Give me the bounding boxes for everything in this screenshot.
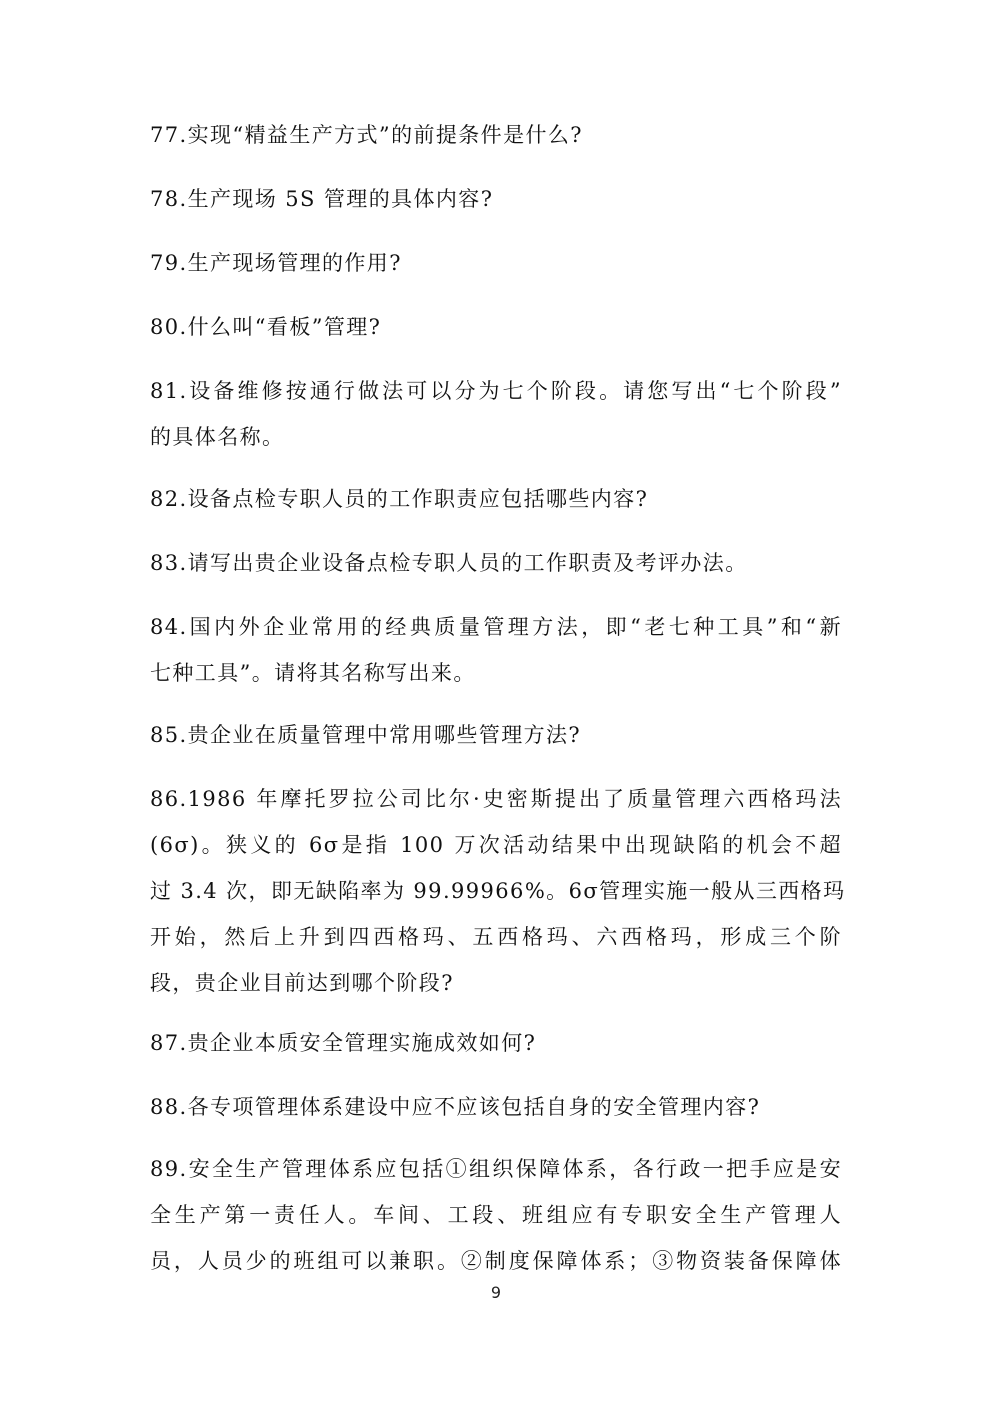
question-85	[150, 712, 842, 758]
question-line: 82.设备点检专职人员的工作职责应包括哪些内容?	[150, 487, 649, 511]
question-line: 过 3.4 次，即无缺陷率为 99.99966%。6σ管理实施一般从三西格玛	[150, 879, 846, 903]
question-82	[150, 476, 842, 522]
question-77	[150, 112, 842, 158]
question-line: 84.国内外企业常用的经典质量管理方法，即“老七种工具”和“新	[150, 615, 842, 639]
question-line: 85.贵企业在质量管理中常用哪些管理方法?	[150, 723, 582, 747]
question-80	[150, 304, 842, 350]
question-line: 89.安全生产管理体系应包括①组织保障体系，各行政一把手应是安	[150, 1157, 842, 1181]
question-88	[150, 1084, 842, 1130]
question-line: 全生产第一责任人。车间、工段、班组应有专职安全生产管理人	[150, 1203, 842, 1227]
question-84	[150, 604, 842, 696]
question-line: 83.请写出贵企业设备点检专职人员的工作职责及考评办法。	[150, 551, 748, 575]
question-83	[150, 540, 842, 586]
question-line: 七种工具”。请将其名称写出来。	[150, 661, 476, 685]
question-line: 79.生产现场管理的作用?	[150, 251, 402, 275]
page-number: 9	[490, 1283, 502, 1302]
question-line: 开始，然后上升到四西格玛、五西格玛、六西格玛，形成三个阶	[150, 925, 842, 949]
question-line: 段，贵企业目前达到哪个阶段?	[150, 971, 454, 995]
question-87	[150, 1020, 842, 1066]
question-line: 的具体名称。	[150, 425, 285, 449]
question-line: 员，人员少的班组可以兼职。②制度保障体系；③物资装备保障体	[150, 1249, 842, 1273]
question-line: 81.设备维修按通行做法可以分为七个阶段。请您写出“七个阶段”	[150, 379, 842, 403]
question-line: (6σ)。狭义的 6σ是指 100 万次活动结果中出现缺陷的机会不超	[150, 833, 842, 857]
question-86	[150, 776, 846, 1006]
question-line: 87.贵企业本质安全管理实施成效如何?	[150, 1031, 537, 1055]
question-89	[150, 1146, 842, 1284]
question-line: 77.实现“精益生产方式”的前提条件是什么?	[150, 123, 583, 147]
question-line: 86.1986 年摩托罗拉公司比尔·史密斯提出了质量管理六西格玛法	[150, 787, 842, 811]
question-79	[150, 240, 842, 286]
question-line: 78.生产现场 5S 管理的具体内容?	[150, 187, 494, 211]
question-78	[150, 176, 842, 222]
question-line: 80.什么叫“看板”管理?	[150, 315, 382, 339]
question-line: 88.各专项管理体系建设中应不应该包括自身的安全管理内容?	[150, 1095, 761, 1119]
question-81	[150, 368, 842, 460]
